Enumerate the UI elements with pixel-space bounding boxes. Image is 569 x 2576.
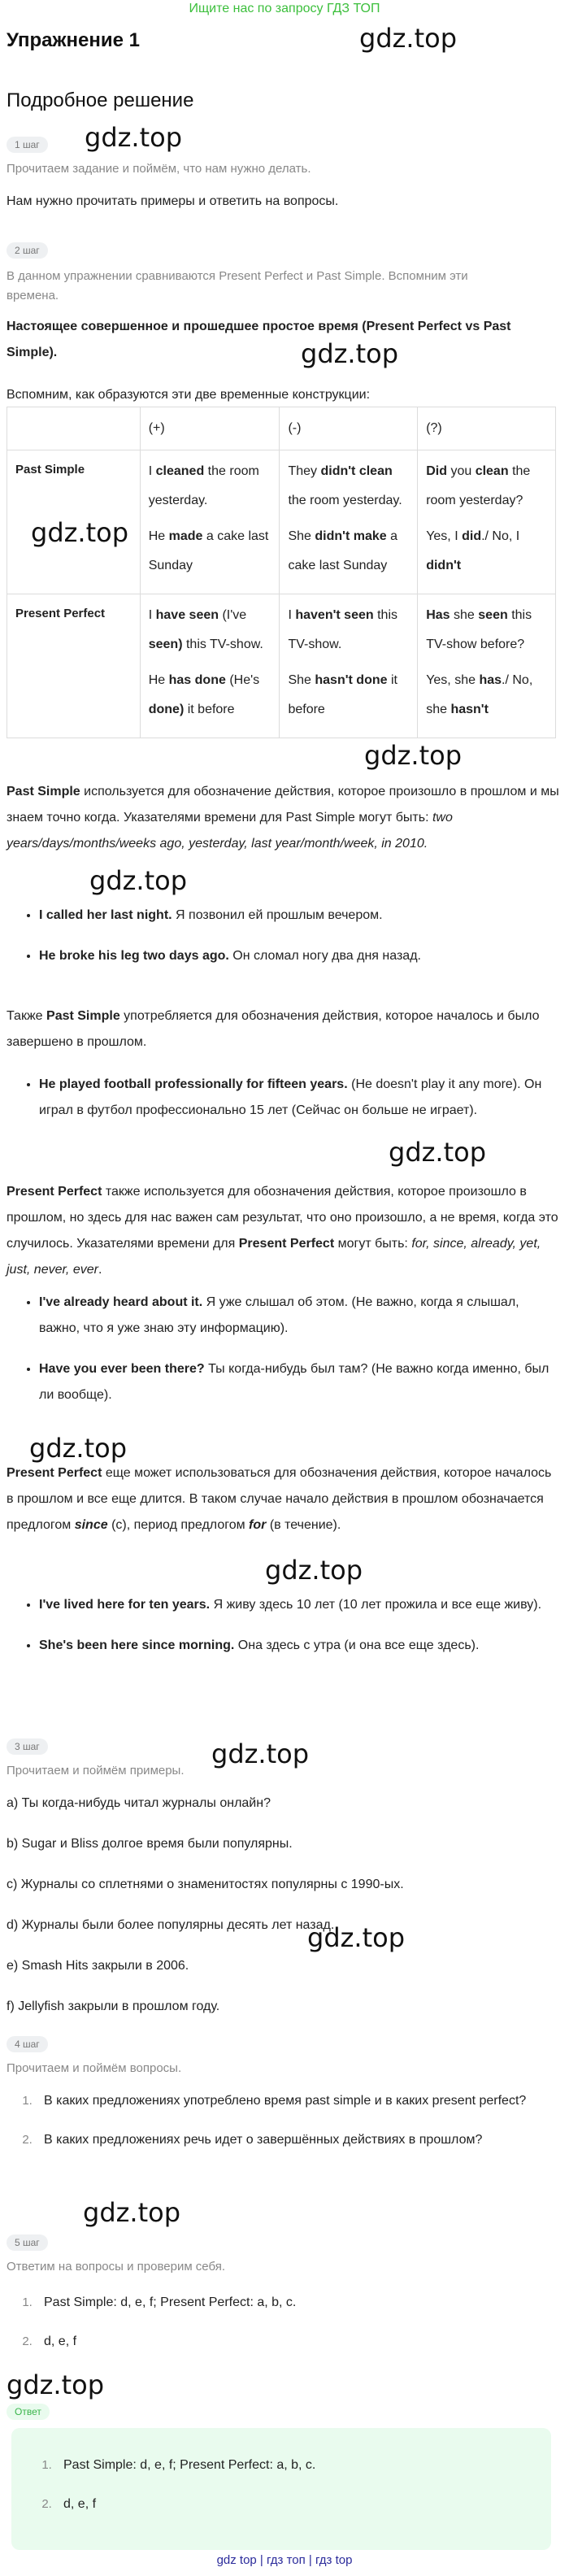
watermark: gdz.top [7,2369,105,2400]
column-header: (+) [140,407,280,450]
watermark: gdz.top [265,1555,363,1586]
watermark: gdz.top [211,1738,310,1769]
example-list [7,903,559,984]
table-header-row [7,407,556,450]
table-row [7,450,556,594]
list-item: • I've lived here for ten years. Я живу здесь 10 лет (10 лет прожила и все еще живу). [39,1592,559,1618]
watermark: gdz.top [364,740,463,771]
column-header: (-) [280,407,418,450]
watermark: gdz.top [31,517,129,548]
rule-paragraph: Past Simple используется для обозначение действия, которое произошло в прошлом и мы знаем точно когда. Указателями времени для Past Simple могут быть: two years/days/months/weeks ago, yesterday, last year/month/week, in 2010. [7,785,559,851]
column-header: (?) [418,407,556,450]
example-line: b) Sugar и Bliss долгое время были популярны. [7,1837,293,1851]
list-item: 1. Past Simple: d, e, f; Present Perfect: a, b, c. [36,2290,556,2316]
list-item: • I've already heard about it. Я уже слышал об этом. (Не важно, когда я слышал, важно, что я уже знаю эту информацию). [39,1290,559,1342]
question-list [7,2088,556,2166]
list-item: 2. В каких предложениях речь идет о завершённых действиях в прошлом? [36,2127,556,2153]
step-badge: 3 шаг [7,1738,48,1755]
table-corner-cell [7,407,141,450]
table-cell: I haven't seen this TV-show. She hasn't done it before [280,594,418,738]
step-badge: 1 шаг [7,137,48,153]
search-banner: Ищите нас по запросу ГДЗ ТОП [189,2,380,15]
example-list [7,1592,559,1673]
watermark: gdz.top [301,338,399,369]
example-list [7,1290,559,1423]
watermark: gdz.top [29,1433,128,1464]
footer-links[interactable]: gdz top | гдз топ | гдз top [216,2553,353,2567]
watermark: gdz.top [359,23,458,54]
table-cell: I cleaned the room yesterday. He made a cake last Sunday [140,450,280,594]
watermark: gdz.top [389,1137,487,1168]
step-text: Вспомним, как образуются эти две временные конструкции: [7,388,371,402]
example-line: d) Журналы были более популярны десять лет назад. [7,1918,335,1932]
answer-steps-list [7,2290,556,2368]
example-line: a) Ты когда-нибудь читал журналы онлайн? [7,1796,271,1810]
step-badge: 4 шаг [7,2036,48,2052]
answer-box [11,2428,551,2550]
list-item: 2. d, e, f [36,2329,556,2355]
page-title: Упражнение 1 [7,29,140,51]
rule-paragraph: Также Past Simple употребляется для обозначения действия, которое началось и было завершено в прошлом. [7,1009,540,1049]
list-item: • I called her last night. Я позвонил ей прошлым вечером. [39,903,559,929]
step-hint: Прочитаем задание и поймём, что нам нужно делать. [7,162,311,176]
rule-paragraph: Present Perfect также используется для обозначения действия, которое произошло в прошлом, но здесь для нас важен сам результат, что оно произошло, а не время, когда это случилось. Указателями времени для Present Perfect могут быть: for, since, already, yet, just, never, ever. [7,1185,558,1277]
table-cell: They didn't clean the room yesterday. She didn't make a cake last Sunday [280,450,418,594]
list-item: 1. Past Simple: d, e, f; Present Perfect: a, b, c. [55,2452,543,2478]
section-title: Подробное решение [7,89,194,111]
list-item: • Have you ever been there? Ты когда-нибудь был там? (Не важно когда именно, был ли вообще). [39,1356,559,1408]
list-item: • He broke his leg two days ago. Он сломал ногу два дня назад. [39,943,559,969]
step-badge: 5 шаг [7,2234,48,2251]
watermark: gdz.top [83,2197,181,2228]
list-item: 1. В каких предложениях употреблено время past simple и в каких present perfect? [36,2088,556,2114]
table-row [7,594,556,738]
watermark: gdz.top [89,865,188,896]
table-cell: Has she seen this TV-show before? Yes, she has./ No, she hasn't [418,594,556,738]
step-hint: Прочитаем и поймём примеры. [7,1764,185,1778]
list-item: • He played football professionally for fifteen years. (He doesn't play it any more). Он играл в футбол профессионально 15 лет (Сейчас он больше не играет). [39,1072,559,1124]
step-badge: 2 шаг [7,242,48,259]
step-hint: В данном упражнении сравниваются Present Perfect и Past Simple. Вспомним эти времена. [7,269,468,302]
example-line: f) Jellyfish закрыли в прошлом году. [7,1999,220,2013]
table-cell: Did you clean the room yesterday? Yes, I did./ No, I didn't [418,450,556,594]
example-line: c) Журналы со сплетнями о знаменитостях популярны с 1990-ых. [7,1878,404,1891]
row-header: Past Simple [7,450,141,594]
list-item: 2. d, e, f [55,2491,543,2517]
step-heading: Настоящее совершенное и прошедшее простое время (Present Perfect vs Past Simple). [7,320,511,359]
rule-paragraph: Present Perfect еще может использоваться для обозначения действия, которое началось в прошлом и все еще длится. В таком случае начало действия в прошлом обозначается предлогом since (с), период предлогом for (в течение). [7,1466,552,1532]
answer-list [26,2452,543,2530]
example-list [7,1072,559,1138]
table-cell: I have seen (I've seen) this TV-show. He has done (He's done) it before [140,594,280,738]
tense-table [7,407,556,738]
answer-badge: Ответ [7,2404,50,2420]
step-hint: Прочитаем и поймём вопросы. [7,2061,182,2075]
list-item: • She's been here since morning. Она здесь с утра (и она все еще здесь). [39,1633,559,1659]
watermark: gdz.top [85,122,183,153]
example-line: e) Smash Hits закрыли в 2006. [7,1959,189,1973]
step-text: Нам нужно прочитать примеры и ответить на вопросы. [7,194,339,208]
step-hint: Ответим на вопросы и проверим себя. [7,2260,226,2274]
watermark: gdz.top [307,1922,406,1953]
row-header: Present Perfect [7,594,141,738]
